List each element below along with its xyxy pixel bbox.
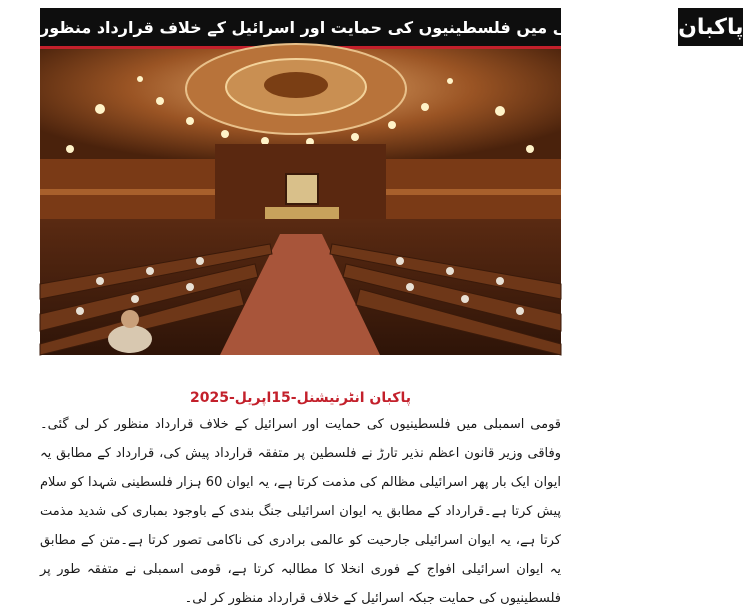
article-body: قومی اسمبلی میں فلسطینیوں کی حمایت اور اسرائیل کے خلاف قرارداد منظور کر لی گئی۔وفاقی وزیر قانون اعظم نذیر تارڑ نے فلسطین پر متفقہ قرارداد پیش کی، قرارداد کے مطابق یہ ایوان ایک بار پھر اسرائیلی مظالم کی مذمت کرتا ہے، یہ ایوان 60 ہزار فلسطینی شہدا کو سلام پیش کرتا ہے۔قرارداد کے مطابق یہ ایوان اسرائیلی جنگ بندی کے باوجود بمباری کی شدید مذمت کرتا ہے، یہ ایوان اسرائیلی جارحیت کو عالمی برادری کی ناکامی تصور کرتا ہے۔متن کے مطابق یہ ایوان اسرائیلی افواج کے فوری انخلا کا مطالبہ کرتا ہے، قومی اسمبلی نے متفقہ طور پر فلسطینیوں کی حمایت جبکہ اسرائیل کے خلاف قرارداد منظور کر لی۔: [40, 417, 561, 606]
article-header: [40, 8, 743, 49]
assembly-hall-illustration: [40, 49, 561, 355]
brand-logo: پاکبان: [676, 8, 743, 46]
headline: قومی اسمبلی میں فلسطینیوں کی حمایت اور اسرائیل کے خلاف قرارداد منظور: [40, 17, 667, 37]
assembly-photo: [40, 49, 561, 355]
dateline: پاکبان انٹرنیشنل-15اپریل-2025: [190, 390, 411, 406]
